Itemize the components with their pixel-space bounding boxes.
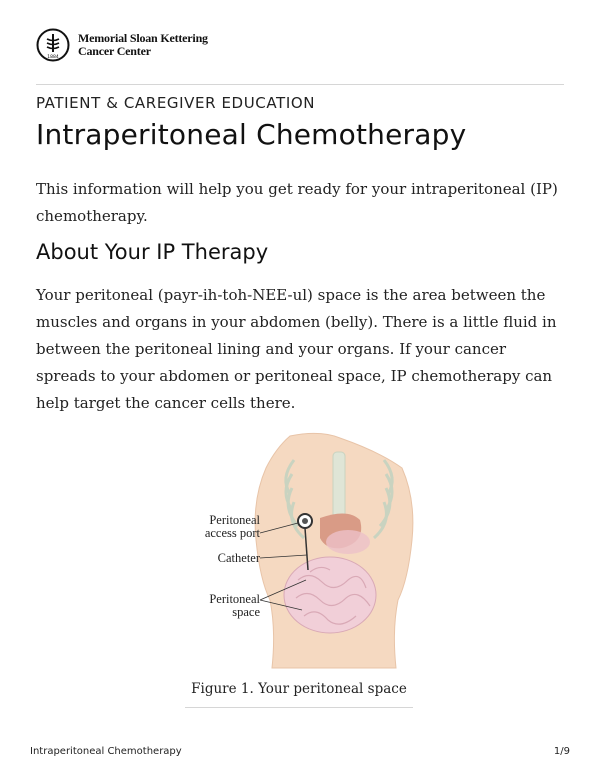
label-peritoneal-space (182, 593, 260, 619)
section-heading: About Your IP Therapy (36, 240, 269, 264)
label-port-line-1: Peritoneal (209, 513, 260, 527)
label-space-line-2: space (232, 605, 260, 619)
logo-year: 1884 (47, 55, 59, 60)
label-peritoneal-access-port (182, 514, 260, 540)
section-kicker: PATIENT & CAREGIVER EDUCATION (36, 94, 316, 112)
logo-line-1: Memorial Sloan Kettering (78, 31, 208, 45)
footer-page-number: 1/9 (553, 746, 570, 757)
label-space-line-1: Peritoneal (209, 592, 260, 606)
caption-divider (185, 707, 413, 708)
peritoneal-figure (180, 430, 420, 675)
label-port-line-2: access port (204, 526, 260, 540)
msk-caduceus-icon (36, 28, 70, 62)
msk-logo[interactable] (36, 28, 208, 62)
header-divider (36, 84, 564, 85)
label-catheter: Catheter (217, 551, 260, 565)
logo-line-2: Cancer Center (78, 44, 151, 58)
footer-doc-title: Intraperitoneal Chemotherapy (30, 746, 182, 757)
intro-paragraph: This information will help you get ready for your intraperitoneal (IP) chemotherapy. (36, 180, 558, 225)
logo-wordmark (78, 32, 208, 58)
figure-caption: Figure 1. Your peritoneal space (191, 681, 407, 697)
page-title: Intraperitoneal Chemotherapy (36, 118, 467, 151)
section-paragraph: Your peritoneal (payr-ih-toh-NEE-ul) space is the area between the muscles and organs in your abdomen (belly). There is a little fluid in between the peritoneal lining and your organs. If your cancer spreads to your abdomen or peritoneal space, IP chemotherapy can help target the cancer cells there. (36, 286, 557, 412)
